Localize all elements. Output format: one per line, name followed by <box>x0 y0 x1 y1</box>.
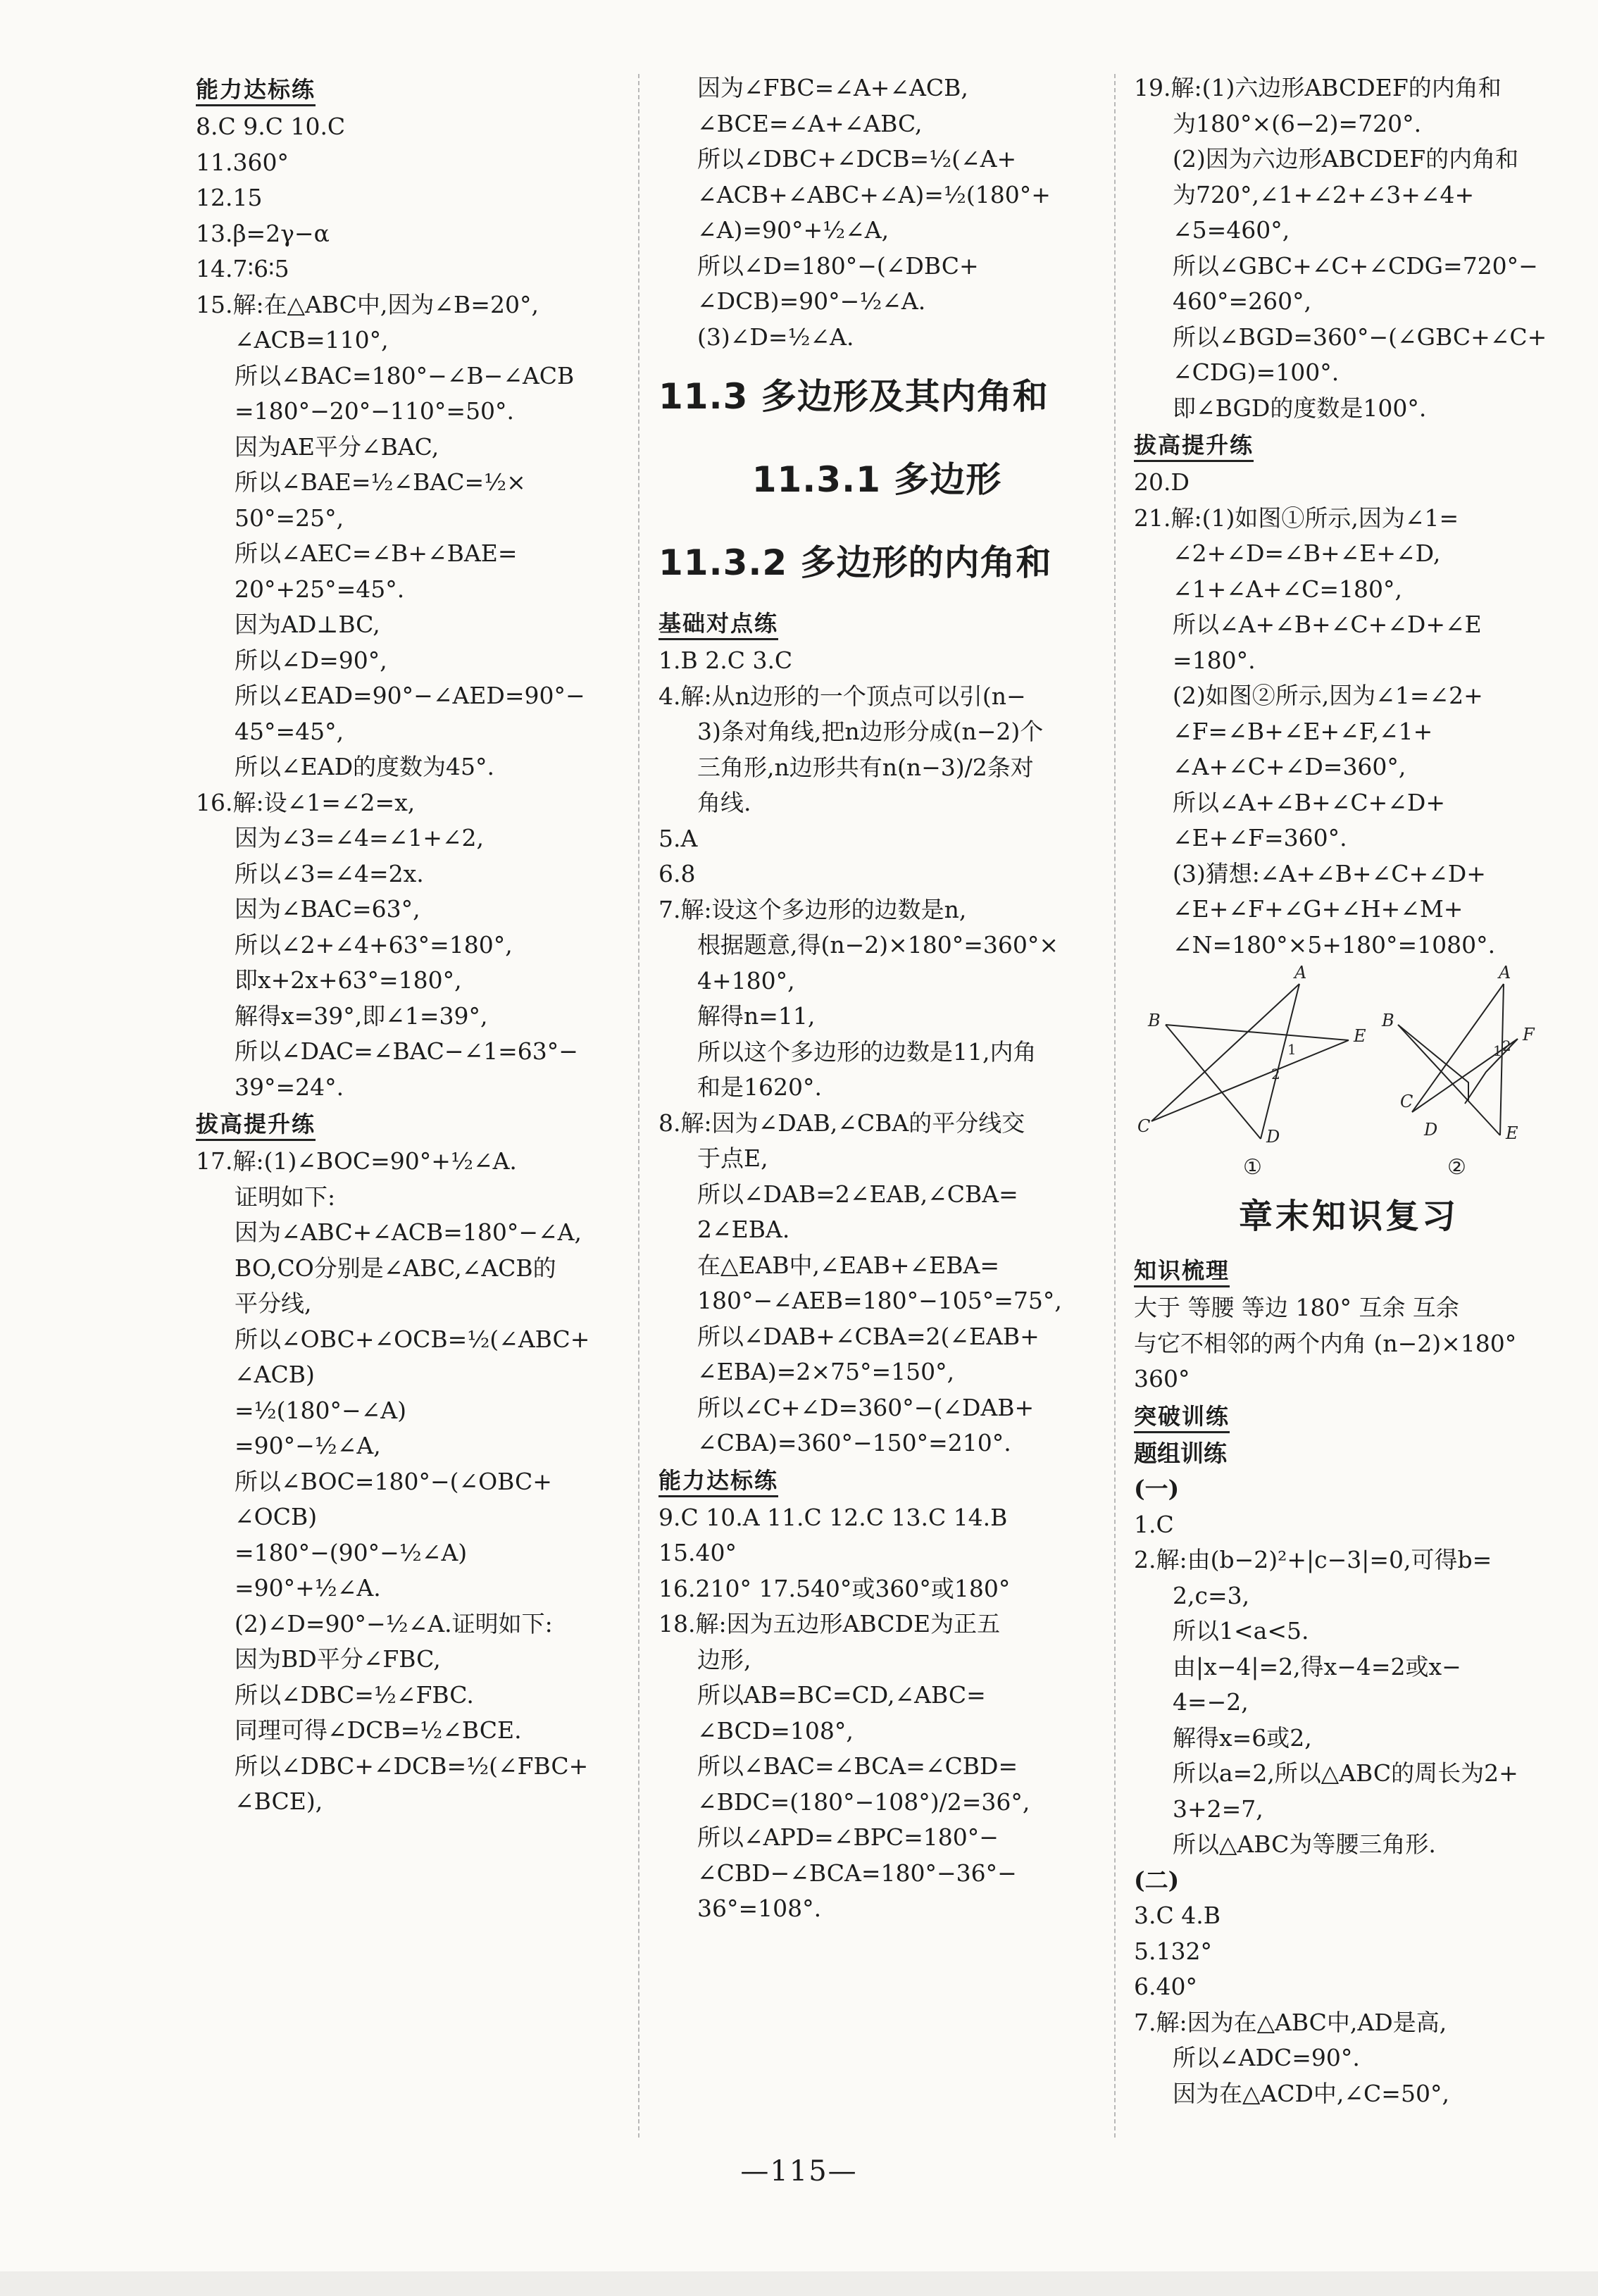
section-heading-row <box>1134 426 1563 465</box>
answer-line: ∠E+∠F=360°. <box>1173 824 1347 851</box>
answer-line: 证明如下: <box>235 1183 336 1211</box>
answer-line: ∠BDC=(180°−108°)/2=36°, <box>697 1787 1030 1816</box>
answer-line: 因为AE平分∠BAC, <box>235 432 439 461</box>
answer-line: 所以∠DAB+∠CBA=2(∠EAB+ <box>697 1322 1040 1350</box>
answer-line: 所以1<a<5. <box>1173 1617 1309 1645</box>
answer-line: ∠DCB)=90°−½∠A. <box>697 287 926 315</box>
answer-line: 8.C 9.C 10.C <box>196 113 346 140</box>
answer-line: 7.解:设这个多边形的边数是n, <box>658 895 967 923</box>
answer-line: 所以∠DBC+∠DCB=½(∠A+ <box>697 145 1017 173</box>
answer-line: 所以∠C+∠D=360°−(∠DAB+ <box>697 1393 1035 1421</box>
answer-line: 角线. <box>697 789 751 816</box>
fig2-label-c: C <box>1400 1092 1413 1111</box>
answer-line: 5.A <box>658 824 698 852</box>
answer-line: 11.360° <box>196 148 289 176</box>
figure-1-star <box>1151 984 1349 1139</box>
column-divider <box>1114 74 1116 2138</box>
fig1-angle-2: 2 <box>1271 1066 1280 1083</box>
fig1-caption: ① <box>1243 1155 1262 1180</box>
answer-line: (3)猜想:∠A+∠B+∠C+∠D+ <box>1173 859 1486 887</box>
answer-line: 所以∠BOC=180°−(∠OBC+ <box>235 1467 552 1495</box>
answer-line: 三角形,n边形共有n(n−3)/2条对 <box>697 753 1034 781</box>
answer-line: 因为∠ABC+∠ACB=180°−∠A, <box>235 1218 582 1246</box>
answer-line: ∠CBD−∠BCA=180°−36°− <box>697 1859 1017 1887</box>
answer-line: 7.解:因为在△ABC中,AD是高, <box>1134 2008 1447 2036</box>
answer-line: 所以∠2+∠4+63°=180°, <box>235 930 513 959</box>
answer-line: 根据题意,得(n−2)×180°=360°× <box>697 931 1059 959</box>
fig2-caption: ② <box>1447 1155 1466 1180</box>
answer-line: 9.C 10.A 11.C 12.C 13.C 14.B <box>658 1503 1008 1531</box>
answer-line: 所以∠3=∠4=2x. <box>235 859 424 887</box>
answer-line: 所以∠D=90°, <box>235 646 387 674</box>
answer-line: 由|x−4|=2,得x−4=2或x− <box>1173 1652 1461 1680</box>
answer-line: 解得n=11, <box>697 1002 816 1030</box>
column-right <box>1134 70 1563 2155</box>
fig2-label-e: E <box>1506 1123 1518 1143</box>
section-heading: 知识梳理 <box>1134 1256 1230 1287</box>
answer-line: 4+180°, <box>697 966 795 994</box>
answer-line: 所以∠A+∠B+∠C+∠D+ <box>1173 788 1445 816</box>
answer-line: (二) <box>1134 1866 1180 1894</box>
answer-line: 180°−∠AEB=180°−105°=75°, <box>697 1287 1062 1314</box>
answer-line: 所以∠AEC=∠B+∠BAE= <box>235 539 518 567</box>
answer-line: 因为在△ACD中,∠C=50°, <box>1173 2079 1449 2107</box>
chapter-section-title: 11.3 多边形及其内角和 <box>658 376 1049 417</box>
answer-line: 所以∠BAC=∠BCA=∠CBD= <box>697 1752 1018 1780</box>
answer-line: 和是1620°. <box>697 1073 822 1101</box>
answer-line: 所以∠BGD=360°−(∠GBC+∠C+ <box>1173 323 1547 351</box>
answer-line: 50°=25°, <box>235 504 344 532</box>
answer-line: ∠5=460°, <box>1173 216 1290 244</box>
section-heading: 基础对点练 <box>658 609 778 640</box>
fig2-label-a: A <box>1499 963 1511 982</box>
answer-line: ∠BCE), <box>235 1787 323 1815</box>
answer-line: (一) <box>1134 1475 1180 1502</box>
answer-line: 于点E, <box>697 1144 768 1172</box>
answer-line: 20°+25°=45°. <box>235 575 405 603</box>
answer-line: ∠F=∠B+∠E+∠F,∠1+ <box>1173 717 1433 745</box>
answer-line: 平分线, <box>235 1290 312 1317</box>
answer-line: 3+2=7, <box>1173 1795 1263 1823</box>
answer-line: 大于 等腰 等边 180° 互余 互余 <box>1134 1294 1459 1321</box>
answer-line: 所以∠EAD=90°−∠AED=90°− <box>235 682 585 709</box>
answer-line: 所以∠EAD的度数为45°. <box>235 753 495 780</box>
answer-line: 19.解:(1)六边形ABCDEF的内角和 <box>1134 74 1502 101</box>
section-heading-row <box>196 70 618 109</box>
section-heading-row <box>658 604 1095 643</box>
answer-line: 1.B 2.C 3.C <box>658 647 793 674</box>
section-heading: 能力达标练 <box>658 1466 778 1497</box>
answer-line: 39°=24°. <box>235 1073 344 1101</box>
section-heading: 突破训练 <box>1134 1402 1230 1433</box>
answer-line: 因为∠BAC=63°, <box>235 895 420 923</box>
answer-line: 45°=45°, <box>235 717 344 745</box>
answer-line: ∠N=180°×5+180°=1080°. <box>1173 930 1496 959</box>
answer-line: (2)∠D=90°−½∠A.证明如下: <box>235 1609 553 1637</box>
section-heading-row <box>1134 1252 1563 1290</box>
answer-line: 3)条对角线,把n边形分成(n−2)个 <box>697 718 1044 745</box>
answer-line: 所以∠DAB=2∠EAB,∠CBA= <box>697 1180 1018 1208</box>
answer-line: ∠A+∠C+∠D=360°, <box>1173 753 1406 780</box>
answer-line: 同理可得∠DCB=½∠BCE. <box>235 1716 522 1744</box>
answer-line: 13.β=2γ−α <box>196 219 330 247</box>
figure-block <box>1134 963 1563 1181</box>
answer-line: 因为AD⊥BC, <box>235 611 380 638</box>
answer-line: 4=−2, <box>1173 1688 1249 1716</box>
answer-line: 2.解:由(b−2)²+|c−3|=0,可得b= <box>1134 1546 1492 1573</box>
answer-line: ∠CDG)=100°. <box>1173 358 1340 386</box>
answer-line: 15.40° <box>658 1539 737 1566</box>
answer-line: 16.解:设∠1=∠2=x, <box>196 788 416 816</box>
answer-line: 17.解:(1)∠BOC=90°+½∠A. <box>196 1147 517 1175</box>
answer-line: ∠ACB+∠ABC+∠A)=½(180°+ <box>697 180 1051 208</box>
answer-line: 因为∠FBC=∠A+∠ACB, <box>697 74 968 101</box>
answer-line: 6.40° <box>1134 1973 1197 2000</box>
answer-line: 21.解:(1)如图①所示,因为∠1= <box>1134 504 1459 532</box>
figure-2-star <box>1398 984 1518 1135</box>
answer-line: 在△EAB中,∠EAB+∠EBA= <box>697 1251 999 1279</box>
answer-line: (2)因为六边形ABCDEF的内角和 <box>1173 145 1519 173</box>
answer-line: 所以∠BAE=½∠BAC=½× <box>235 468 526 496</box>
answer-line: 为720°,∠1+∠2+∠3+∠4+ <box>1173 180 1475 208</box>
chapter-review-title: 章末知识复习 <box>1238 1197 1459 1236</box>
answer-line: =½(180°−∠A) <box>235 1396 407 1424</box>
answer-line: 所以∠DBC+∠DCB=½(∠FBC+ <box>235 1752 589 1780</box>
answer-line: ∠CBA)=360°−150°=210°. <box>697 1429 1011 1456</box>
fig2-angle-2: 2 <box>1502 1037 1511 1054</box>
fig2-angle-1: 1 <box>1493 1042 1502 1059</box>
answer-line: 题组训练 <box>1134 1439 1227 1467</box>
section-heading: 能力达标练 <box>196 75 316 106</box>
answer-line: 所以∠DAC=∠BAC−∠1=63°− <box>235 1037 578 1065</box>
section-heading: 拔高提升练 <box>196 1109 316 1141</box>
column-middle <box>658 70 1095 2155</box>
fig1-label-b: B <box>1148 1011 1161 1030</box>
answer-line: ∠A)=90°+½∠A, <box>697 216 889 244</box>
answer-line: 14.7∶6∶5 <box>196 255 289 282</box>
answer-line: 360° <box>1134 1365 1190 1392</box>
answer-line: 解得x=39°,即∠1=39°, <box>235 1002 488 1030</box>
answer-line: ∠EBA)=2×75°=150°, <box>697 1358 955 1385</box>
answer-line: 所以∠ADC=90°. <box>1173 2044 1360 2071</box>
answer-line: ∠ACB=110°, <box>235 326 389 354</box>
chapter-section-title: 11.3.1 多边形 <box>751 459 1002 500</box>
fig1-angle-1: 1 <box>1287 1041 1297 1058</box>
answer-line: 18.解:因为五边形ABCDE为正五 <box>658 1610 1001 1637</box>
answer-line: 3.C 4.B <box>1134 1902 1221 1929</box>
answer-line: =180°. <box>1173 646 1256 674</box>
answer-line: BO,CO分别是∠ABC,∠ACB的 <box>235 1254 556 1282</box>
section-heading: 拔高提升练 <box>1134 430 1254 462</box>
answer-line: 解得x=6或2, <box>1173 1723 1312 1752</box>
answer-line: 8.解:因为∠DAB,∠CBA的平分线交 <box>658 1109 1025 1137</box>
answer-line: =90°+½∠A. <box>235 1574 381 1602</box>
answer-line: 所以∠D=180°−(∠DBC+ <box>697 251 979 280</box>
answer-line: 因为∠3=∠4=∠1+∠2, <box>235 824 485 851</box>
answer-line: =180°−(90°−½∠A) <box>235 1538 468 1566</box>
answer-line: 所以a=2,所以△ABC的周长为2+ <box>1173 1759 1518 1787</box>
answer-line: 即x+2x+63°=180°, <box>235 966 462 994</box>
answer-line: 所以这个多边形的边数是11,内角 <box>697 1037 1037 1066</box>
answer-line: 所以∠BAC=180°−∠B−∠ACB <box>235 361 575 389</box>
answer-line: 所以∠APD=∠BPC=180°− <box>697 1823 999 1851</box>
answer-line: 所以∠GBC+∠C+∠CDG=720°− <box>1173 251 1538 280</box>
answer-line: ∠E+∠F+∠G+∠H+∠M+ <box>1173 895 1463 923</box>
chapter-section-title: 11.3.2 多边形的内角和 <box>658 542 1052 583</box>
star-figures <box>1134 963 1556 1181</box>
answer-line: (2)如图②所示,因为∠1=∠2+ <box>1173 682 1483 709</box>
column-divider <box>638 74 639 2138</box>
fig1-label-c: C <box>1137 1116 1151 1136</box>
scan-edge <box>0 2271 1598 2296</box>
answer-line: 20.D <box>1134 468 1190 496</box>
answer-line: 15.解:在△ABC中,因为∠B=20°, <box>196 290 539 318</box>
answer-line: ∠OCB) <box>235 1503 318 1530</box>
answer-line: 36°=108°. <box>697 1895 822 1922</box>
answer-line: 所以∠OBC+∠OCB=½(∠ABC+ <box>235 1325 590 1353</box>
answer-line: (3)∠D=½∠A. <box>697 323 854 351</box>
answer-line: 1.C <box>1134 1510 1174 1538</box>
answer-line: 所以△ABC为等腰三角形. <box>1173 1830 1436 1858</box>
answer-line: 所以∠DBC=½∠FBC. <box>235 1680 474 1709</box>
section-heading-row <box>196 1105 618 1144</box>
answer-line: 5.132° <box>1134 1937 1212 1965</box>
section-heading-row <box>1134 1397 1563 1436</box>
answer-line: 所以AB=BC=CD,∠ABC= <box>697 1681 986 1709</box>
answer-line: ∠BCD=108°, <box>697 1716 854 1745</box>
answer-line: 16.210° 17.540°或360°或180° <box>658 1574 1011 1602</box>
fig1-label-d: D <box>1266 1127 1280 1147</box>
answer-line: ∠ACB) <box>235 1361 315 1388</box>
answer-line: 与它不相邻的两个内角 (n−2)×180° <box>1134 1329 1517 1357</box>
answer-line: 2∠EBA. <box>697 1216 790 1243</box>
answer-line: 460°=260°, <box>1173 287 1312 315</box>
answer-line: ∠2+∠D=∠B+∠E+∠D, <box>1173 539 1441 567</box>
fig2-label-b: B <box>1382 1011 1394 1030</box>
answer-line: 12.15 <box>196 184 263 211</box>
answer-line: 即∠BGD的度数是100°. <box>1173 394 1427 422</box>
answer-line: 2,c=3, <box>1173 1581 1250 1609</box>
answer-line: 因为BD平分∠FBC, <box>235 1645 441 1673</box>
page-number: —115— <box>740 2155 858 2188</box>
section-heading-row <box>658 1461 1095 1500</box>
answer-line: ∠1+∠A+∠C=180°, <box>1173 575 1402 603</box>
answer-line: =180°−20°−110°=50°. <box>235 397 515 425</box>
answer-line: 6.8 <box>658 860 696 887</box>
column-left <box>196 70 618 2155</box>
answer-line: 边形, <box>697 1645 751 1673</box>
answer-line: ∠BCE=∠A+∠ABC, <box>697 109 923 137</box>
fig2-label-d: D <box>1424 1120 1438 1140</box>
answer-line: 所以∠A+∠B+∠C+∠D+∠E <box>1173 611 1482 638</box>
fig1-label-a: A <box>1294 963 1307 982</box>
fig2-label-f: F <box>1523 1025 1535 1044</box>
answer-line: =90°−½∠A, <box>235 1432 381 1459</box>
fig1-label-e: E <box>1354 1026 1366 1046</box>
answer-line: 为180°×(6−2)=720°. <box>1173 109 1422 137</box>
answer-line: 4.解:从n边形的一个顶点可以引(n− <box>658 682 1026 710</box>
